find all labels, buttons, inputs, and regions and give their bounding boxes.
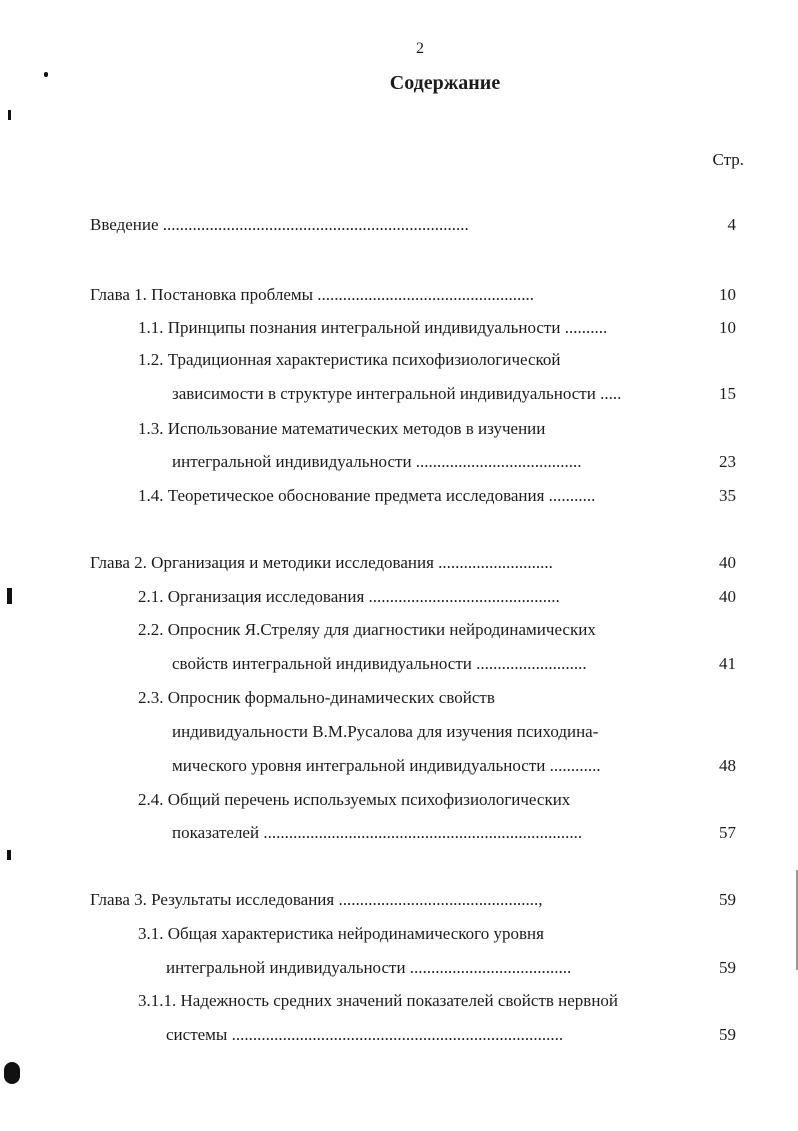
toc-entry-page: 35 <box>719 486 736 505</box>
scan-mark <box>4 1062 20 1084</box>
toc-entry-text: 1.3. Использование математических методов в изучении <box>138 419 546 438</box>
toc-entry-text: 1.1. Принципы познания интегральной индивидуальности .......... <box>138 318 608 337</box>
toc-entry-text: показателей ........................................................................... <box>172 823 583 842</box>
toc-entry-page: 41 <box>719 654 736 673</box>
toc-entry-page: 10 <box>719 285 736 304</box>
toc-entry-text: интегральной индивидуальности ...................................... <box>166 958 572 977</box>
toc-entry-text: мического уровня интегральной индивидуальности ............ <box>172 756 601 775</box>
toc-entry-page: 10 <box>719 318 736 337</box>
toc-entry-text: системы .............................................................................. <box>166 1025 564 1044</box>
toc-entry-page: 59 <box>719 890 736 909</box>
scan-mark <box>8 110 11 120</box>
page-column-label: Стр. <box>712 150 744 169</box>
toc-entry-text: 1.4. Теоретическое обоснование предмета исследования ........... <box>138 486 596 505</box>
toc-entry-text: 2.4. Общий перечень используемых психофизиологических <box>138 790 571 809</box>
toc-entry-page: 40 <box>719 587 736 606</box>
toc-entry-text: зависимости в структуре интегральной индивидуальности ..... <box>172 384 622 403</box>
scan-mark <box>44 72 48 77</box>
toc-entry-text: интегральной индивидуальности ....................................... <box>172 452 582 471</box>
toc-entry-text: индивидуальности В.М.Русалова для изучения психодина- <box>172 722 599 741</box>
page-number: 2 <box>416 40 424 57</box>
page-title: Содержание <box>389 72 501 94</box>
toc-entry-page: 59 <box>719 1025 736 1044</box>
toc-entry-text: Глава 2. Организация и методики исследования ........................... <box>90 553 553 572</box>
toc-entry-page: 15 <box>719 384 736 403</box>
toc-entry-text: 1.2. Традиционная характеристика психофизиологической <box>138 350 561 369</box>
toc-entry-page: 48 <box>719 756 736 775</box>
toc-entry-text: Глава 1. Постановка проблемы ................................................... <box>90 285 535 304</box>
toc-entry-text: 2.3. Опросник формально-динамических свойств <box>138 688 495 707</box>
toc-entry-text: Введение ........................................................................ <box>90 215 469 234</box>
toc-entry-text: 2.2. Опросник Я.Стреляу для диагностики нейродинамических <box>138 620 596 639</box>
toc-entry-page: 57 <box>719 823 736 842</box>
toc-entry-text: Глава 3. Результаты исследования ..............................................., <box>90 890 543 909</box>
toc-entry-text: свойств интегральной индивидуальности .......................... <box>172 654 587 673</box>
toc-entry-page: 40 <box>719 553 736 572</box>
scan-mark <box>7 588 12 604</box>
toc-entry-text: 3.1.1. Надежность средних значений показателей свойств нервной <box>138 991 619 1010</box>
toc-entry-page: 4 <box>727 215 736 234</box>
toc-entry-text: 3.1. Общая характеристика нейродинамического уровня <box>138 924 544 943</box>
toc-entry-text: 2.1. Организация исследования ............................................. <box>138 587 560 606</box>
toc-entry-page: 23 <box>719 452 736 471</box>
toc-entry-page: 59 <box>719 958 736 977</box>
scan-mark <box>7 850 11 860</box>
